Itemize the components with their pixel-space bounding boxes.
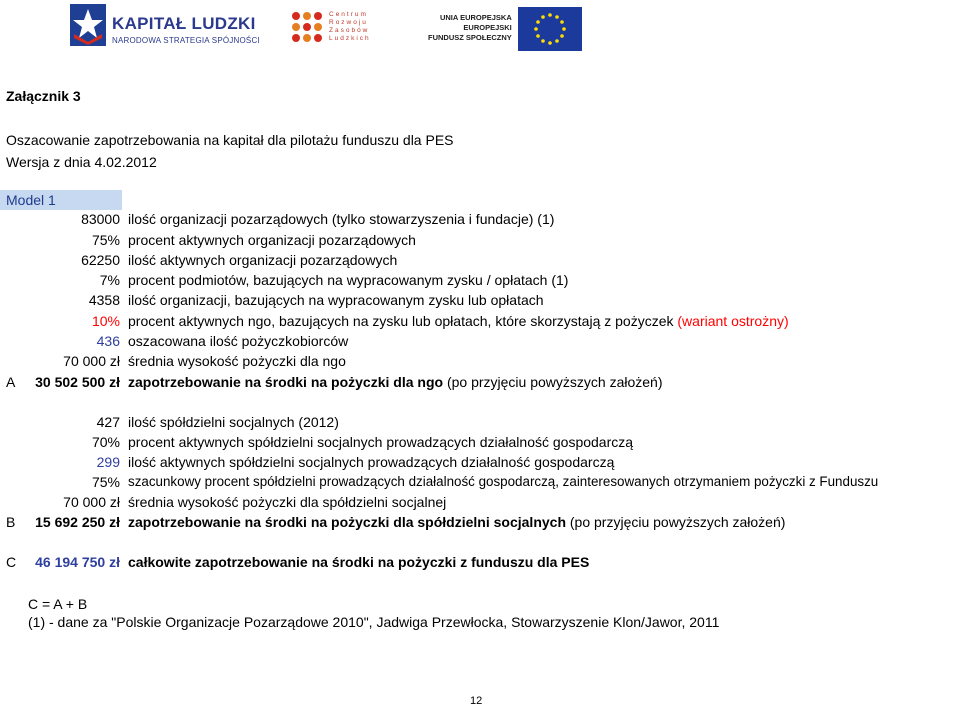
- row-value: 83000: [81, 211, 120, 227]
- total-value: 15 692 250 zł: [35, 514, 120, 530]
- row-text: ilość aktywnych spółdzielni socjalnych prowadzących działalność gospodarczą: [128, 454, 615, 470]
- row-text: średnia wysokość pożyczki dla spółdzielni socjalnej: [128, 494, 447, 510]
- row-value: 10%: [91, 313, 120, 329]
- row-value: 436: [96, 333, 120, 349]
- row-value: 299: [96, 454, 120, 470]
- total-value: 30 502 500 zł: [35, 374, 120, 390]
- row-text: procent aktywnych ngo, bazujących na zysku lub opłatach, które skorzystają z pożyczek: [128, 313, 674, 329]
- total-mark: B: [6, 514, 16, 530]
- row-value: 4358: [88, 292, 120, 308]
- total-note: (po przyjęciu powyższych założeń): [569, 514, 786, 530]
- crzl-dots-icon: [290, 10, 324, 44]
- total-text: całkowite zapotrzebowanie na środki na pożyczki z funduszu dla PES: [128, 554, 590, 570]
- total-value: 46 194 750 zł: [35, 554, 120, 570]
- row-value: 70 000 zł: [63, 353, 120, 369]
- total-note: (po przyjęciu powyższych założeń): [446, 374, 663, 390]
- row-text: oszacowana ilość pożyczkobiorców: [128, 333, 349, 349]
- row-text: średnia wysokość pożyczki dla ngo: [128, 353, 346, 369]
- ue-text: [428, 13, 512, 43]
- page-number: 12: [470, 695, 483, 707]
- attachment-label: Załącznik 3: [6, 88, 81, 104]
- row-value: 427: [96, 414, 120, 430]
- kapital-ludzki-subtitle: NARODOWA STRATEGIA SPÓJNOŚCI: [112, 36, 260, 45]
- crzl-line: Centrum: [329, 11, 368, 18]
- total-text-group: [128, 372, 662, 392]
- variant-note: (wariant ostrożny): [677, 313, 789, 329]
- crzl-text: [329, 11, 371, 43]
- kapital-ludzki-title: KAPITAŁ LUDZKI: [112, 14, 256, 33]
- row-value: 75%: [91, 232, 120, 248]
- total-mark: A: [6, 374, 16, 390]
- version-line: Wersja z dnia 4.02.2012: [6, 154, 157, 170]
- row-value: 7%: [99, 272, 120, 288]
- ue-line: UNIA EUROPEJSKA: [439, 13, 512, 22]
- row-text-group: [128, 311, 789, 331]
- row-text: ilość organizacji, bazujących na wypracowanym zysku lub opłatach: [128, 292, 544, 308]
- total-text: zapotrzebowanie na środki na pożyczki dla spółdzielni socjalnych: [128, 514, 566, 530]
- kapital-ludzki-star-icon: [70, 4, 106, 46]
- row-text: procent podmiotów, bazujących na wypracowanym zysku / opłatach (1): [128, 272, 569, 288]
- document-title: Oszacowanie zapotrzebowania na kapitał dla pilotażu funduszu dla PES: [6, 132, 454, 148]
- row-text: szacunkowy procent spółdzielni prowadzących działalność gospodarczą, zainteresowanych otrzymaniem pożyczki z Funduszu: [128, 474, 879, 489]
- row-value: 70%: [91, 434, 120, 450]
- row-text: ilość spółdzielni socjalnych (2012): [128, 414, 339, 430]
- row-text: ilość aktywnych organizacji pozarządowych: [128, 252, 398, 268]
- ue-line: EUROPEJSKI: [463, 23, 512, 32]
- total-text-group: [128, 512, 785, 532]
- total-text: zapotrzebowanie na środki na pożyczki dla ngo: [128, 374, 444, 390]
- footnote: (1) - dane za "Polskie Organizacje Pozarządowe 2010", Jadwiga Przewłocka, Stowarzyszenie Klon/Jawor, 2011: [28, 614, 720, 630]
- row-value: 62250: [81, 252, 120, 268]
- row-value: 70 000 zł: [63, 494, 120, 510]
- ue-line: FUNDUSZ SPOŁECZNY: [428, 33, 512, 42]
- eu-flag-icon: [518, 7, 582, 51]
- crzl-line: Rozwoju: [329, 19, 368, 26]
- row-text: procent aktywnych organizacji pozarządowych: [128, 232, 416, 248]
- crzl-line: Ludzkich: [329, 35, 371, 42]
- model-label: Model 1: [6, 192, 56, 208]
- total-mark: C: [6, 554, 17, 570]
- row-text: ilość organizacji pozarządowych (tylko stowarzyszenia i fundacje) (1): [128, 211, 555, 227]
- crzl-line: Zasobów: [329, 27, 370, 34]
- row-text: procent aktywnych spółdzielni socjalnych prowadzących działalność gospodarczą: [128, 434, 634, 450]
- formula: C = A + B: [28, 596, 88, 612]
- row-value: 75%: [91, 474, 120, 490]
